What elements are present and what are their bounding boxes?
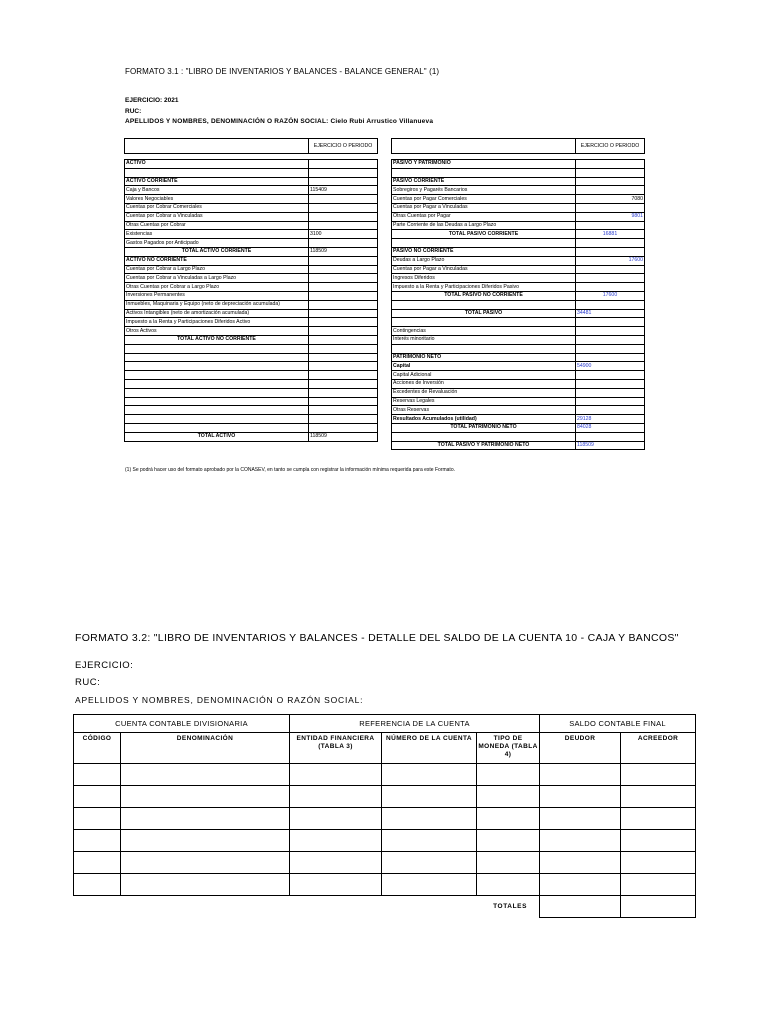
left-row: [125, 186, 378, 195]
right-row-label: TOTAL PATRIMONIO NETO: [392, 423, 576, 432]
table-row: [74, 786, 696, 808]
activo-col-header: EJERCICIO O PERIODO: [309, 139, 378, 154]
left-row: [125, 309, 378, 318]
right-row-value: [576, 344, 645, 353]
balance-pasivo-table: [391, 138, 645, 450]
left-row-label: Otros Activos: [125, 327, 309, 336]
formato32-title: FORMATO 3.2: "LIBRO DE INVENTARIOS Y BALANCES - DETALLE DEL SALDO DE LA CUENTA 10 - CAJA Y BANCOS": [75, 632, 679, 644]
table-row: [74, 830, 696, 852]
left-row-value: [309, 327, 378, 336]
right-row-label: PASIVO NO CORRIENTE: [392, 247, 576, 256]
activo-header-blank: [125, 139, 309, 154]
right-row-label: Parte Corriente de las Deudas a Largo Plazo: [392, 221, 576, 230]
right-row-label: Capital: [392, 362, 576, 371]
right-row-value: [576, 168, 645, 177]
table-cell: [540, 764, 621, 786]
left-row-value: [309, 406, 378, 415]
balance-activo-table: [124, 138, 378, 442]
left-row: [125, 362, 378, 371]
right-row-label: PASIVO Y PATRIMONIO: [392, 160, 576, 169]
left-row: [125, 274, 378, 283]
table-cell: [621, 830, 696, 852]
table-row: [74, 852, 696, 874]
left-row-value: [309, 309, 378, 318]
total-acreedor-cell: [621, 896, 696, 918]
table-cell: [382, 874, 477, 896]
right-row-label: Otras Cuentas por Pagar: [392, 212, 576, 221]
left-row-label: [125, 388, 309, 397]
left-row-value: [309, 177, 378, 186]
left-row-value: [309, 283, 378, 292]
left-row: [125, 247, 378, 256]
left-row-label: TOTAL ACTIVO CORRIENTE: [125, 247, 309, 256]
left-row-value: 3100: [309, 230, 378, 239]
left-row: [125, 371, 378, 380]
right-row: [392, 283, 645, 292]
right-row-value: 29128: [576, 415, 645, 424]
right-row: [392, 388, 645, 397]
right-row-label: [392, 432, 576, 441]
right-row-label: [392, 168, 576, 177]
right-row-value: 34481: [576, 309, 645, 318]
left-row-value: [309, 203, 378, 212]
right-row: [392, 239, 645, 248]
left-row: [125, 353, 378, 362]
col-numero-cuenta: NÚMERO DE LA CUENTA: [382, 733, 477, 764]
table-cell: [477, 852, 540, 874]
table-cell: [477, 786, 540, 808]
left-row-label: Impuesto a la Renta y Participaciones Diferidos Activo: [125, 318, 309, 327]
col-codigo: CÓDIGO: [74, 733, 121, 764]
table-cell: [382, 786, 477, 808]
left-row: [125, 344, 378, 353]
pasivo-col-header: EJERCICIO O PERIODO: [576, 139, 645, 154]
right-row-value: 7080: [576, 195, 645, 204]
header-cuenta-contable: CUENTA CONTABLE DIVISIONARIA: [74, 715, 290, 733]
table-cell: [477, 764, 540, 786]
table-cell: [382, 808, 477, 830]
right-row: [392, 256, 645, 265]
left-row: [125, 432, 378, 441]
left-row: [125, 415, 378, 424]
table-cell: [540, 808, 621, 830]
left-row-value: [309, 212, 378, 221]
table-cell: [477, 830, 540, 852]
left-row-value: [309, 221, 378, 230]
left-row: [125, 283, 378, 292]
right-row-value: [576, 406, 645, 415]
right-row-label: Excedentes de Revaluación: [392, 388, 576, 397]
right-row-value: [576, 432, 645, 441]
left-row: [125, 239, 378, 248]
right-row-value: [576, 186, 645, 195]
right-row-label: Capital Adicional: [392, 371, 576, 380]
left-row-value: [309, 415, 378, 424]
right-row: [392, 247, 645, 256]
right-row-label: Deudas a Largo Plazo: [392, 256, 576, 265]
table-cell: [121, 786, 290, 808]
left-row: [125, 168, 378, 177]
table-cell: [290, 874, 382, 896]
right-row: [392, 335, 645, 344]
table-cell: [621, 786, 696, 808]
left-row: [125, 160, 378, 169]
left-row-value: [309, 168, 378, 177]
left-row-label: Existencias: [125, 230, 309, 239]
right-row-label: Impuesto a la Renta y Participaciones Diferidos Pasivo: [392, 283, 576, 292]
table-cell: [382, 830, 477, 852]
right-row-value: 54900: [576, 362, 645, 371]
right-row-value: [576, 318, 645, 327]
left-row: [125, 256, 378, 265]
left-row-value: [309, 423, 378, 432]
table-cell: [74, 830, 121, 852]
right-row: [392, 371, 645, 380]
formato32-razon-social: APELLIDOS Y NOMBRES, DENOMINACIÓN O RAZÓN SOCIAL:: [75, 695, 364, 705]
right-row-value: [576, 371, 645, 380]
right-row: [392, 423, 645, 432]
table-cell: [74, 808, 121, 830]
left-row-label: Otras Cuentas por Cobrar a Largo Plazo: [125, 283, 309, 292]
left-row-label: ACTIVO CORRIENTE: [125, 177, 309, 186]
col-denominacion: DENOMINACIÓN: [121, 733, 290, 764]
left-row-label: Otras Cuentas por Cobrar: [125, 221, 309, 230]
right-row-value: [576, 283, 645, 292]
table-cell: [477, 874, 540, 896]
left-row-label: [125, 406, 309, 415]
table-cell: [382, 852, 477, 874]
right-row-value: [576, 300, 645, 309]
left-row: [125, 177, 378, 186]
left-row-label: Cuentas por Cobrar a Vinculadas: [125, 212, 309, 221]
table-cell: [621, 764, 696, 786]
right-row-label: TOTAL PASIVO: [392, 309, 576, 318]
right-row-label: Ingresos Diferidos: [392, 274, 576, 283]
left-row: [125, 318, 378, 327]
left-row: [125, 195, 378, 204]
left-row: [125, 291, 378, 300]
formato32-ejercicio: EJERCICIO:: [75, 660, 134, 671]
left-row-value: [309, 274, 378, 283]
left-row: [125, 221, 378, 230]
left-row-value: [309, 335, 378, 344]
right-row: [392, 327, 645, 336]
right-row-value: [576, 265, 645, 274]
left-row-label: ACTIVO NO CORRIENTE: [125, 256, 309, 265]
left-row-value: [309, 300, 378, 309]
table-row: [74, 874, 696, 896]
right-row: [392, 362, 645, 371]
right-row-label: [392, 318, 576, 327]
pasivo-header-blank: [392, 139, 576, 154]
right-row-value: 17600: [576, 256, 645, 265]
table-cell: [290, 808, 382, 830]
left-row-label: Cuentas por Cobrar a Largo Plazo: [125, 265, 309, 274]
right-row: [392, 441, 645, 450]
left-row-label: [125, 397, 309, 406]
table-cell: [382, 764, 477, 786]
formato31-ejercicio: EJERCICIO: 2021: [125, 97, 179, 104]
left-row: [125, 327, 378, 336]
right-row-label: Otras Reservas: [392, 406, 576, 415]
table-cell: [74, 786, 121, 808]
left-row-value: [309, 256, 378, 265]
table-cell: [121, 764, 290, 786]
formato31-ruc: RUC:: [125, 108, 142, 115]
left-row-label: [125, 379, 309, 388]
left-row: [125, 379, 378, 388]
left-row-value: [309, 397, 378, 406]
right-row-label: Cuentas por Pagar a Vinculadas: [392, 203, 576, 212]
right-row-label: Cuentas por Pagar a Vinculadas: [392, 265, 576, 274]
table-cell: [74, 852, 121, 874]
left-row-label: Activos Intangibles (neto de amortización acumulada): [125, 309, 309, 318]
right-row-value: [576, 247, 645, 256]
right-row: [392, 406, 645, 415]
right-row-value: [576, 177, 645, 186]
right-row-value: 16881: [576, 230, 645, 239]
right-row-value: [576, 203, 645, 212]
right-row-label: Reservas Legales: [392, 397, 576, 406]
right-row-label: PASIVO CORRIENTE: [392, 177, 576, 186]
left-row-label: [125, 415, 309, 424]
left-row-value: [309, 291, 378, 300]
left-row: [125, 406, 378, 415]
left-row-value: [309, 371, 378, 380]
left-row-value: 115409: [309, 186, 378, 195]
formato31-footnote: (1) Se podrá hacer uso del formato aprobado por la CONASEV, en tanto se cumpla con registrar la información mínima requerida para este Formato.: [125, 467, 455, 473]
right-row-value: [576, 221, 645, 230]
table-cell: [121, 830, 290, 852]
table-cell: [540, 874, 621, 896]
left-row-label: ACTIVO: [125, 160, 309, 169]
right-row-value: [576, 160, 645, 169]
right-row: [392, 230, 645, 239]
table-cell: [540, 830, 621, 852]
table-cell: [290, 830, 382, 852]
right-row-value: 9801: [576, 212, 645, 221]
table-row: [74, 764, 696, 786]
left-row: [125, 423, 378, 432]
left-row-label: Caja y Bancos: [125, 186, 309, 195]
right-row: [392, 177, 645, 186]
table-cell: [621, 808, 696, 830]
right-row: [392, 318, 645, 327]
right-row: [392, 397, 645, 406]
right-row-value: [576, 397, 645, 406]
right-row-label: TOTAL PASIVO NO CORRIENTE: [392, 291, 576, 300]
left-row-value: [309, 195, 378, 204]
totales-row: [74, 896, 696, 918]
col-tipo-moneda: TIPO DE MONEDA (TABLA 4): [477, 733, 540, 764]
left-row-label: [125, 371, 309, 380]
right-row: [392, 168, 645, 177]
right-row-value: 118509: [576, 441, 645, 450]
right-row-value: [576, 379, 645, 388]
right-row-value: [576, 239, 645, 248]
left-row-value: [309, 388, 378, 397]
totales-label: TOTALES: [493, 903, 528, 911]
right-row: [392, 344, 645, 353]
formato32-ruc: RUC:: [75, 677, 101, 688]
left-row-label: [125, 362, 309, 371]
right-row-value: 17600: [576, 291, 645, 300]
right-row-value: [576, 353, 645, 362]
left-row: [125, 388, 378, 397]
table-cell: [621, 874, 696, 896]
right-row-label: Acciones de Inversión: [392, 379, 576, 388]
table-cell: [290, 852, 382, 874]
right-row-label: TOTAL PASIVO CORRIENTE: [392, 230, 576, 239]
detalle-caja-bancos-table: [73, 714, 696, 918]
right-row: [392, 186, 645, 195]
left-row-label: Cuentas por Cobrar a Vinculadas a Largo Plazo: [125, 274, 309, 283]
right-row-value: [576, 388, 645, 397]
left-row: [125, 203, 378, 212]
total-deudor-cell: [540, 896, 621, 918]
left-row-value: [309, 344, 378, 353]
right-row: [392, 415, 645, 424]
col-acreedor: ACREEDOR: [621, 733, 696, 764]
right-row-label: [392, 344, 576, 353]
left-row-label: TOTAL ACTIVO NO CORRIENTE: [125, 335, 309, 344]
table-cell: [290, 764, 382, 786]
right-row-value: [576, 274, 645, 283]
table-row: [74, 808, 696, 830]
table-cell: [540, 786, 621, 808]
right-row: [392, 300, 645, 309]
left-row-value: 118509: [309, 247, 378, 256]
right-row: [392, 195, 645, 204]
right-row-label: Resultados Acumulados (utilidad): [392, 415, 576, 424]
left-row-label: Inversiones Permanentes: [125, 291, 309, 300]
left-row-value: 118509: [309, 432, 378, 441]
formato31-title: FORMATO 3.1 : "LIBRO DE INVENTARIOS Y BALANCES - BALANCE GENERAL" (1): [125, 67, 440, 76]
left-row-label: [125, 353, 309, 362]
right-row-label: Contingencias: [392, 327, 576, 336]
table-cell: [621, 852, 696, 874]
table-cell: [74, 764, 121, 786]
right-row-label: Cuentas por Pagar Comerciales: [392, 195, 576, 204]
left-row-value: [309, 353, 378, 362]
left-row: [125, 300, 378, 309]
table-cell: [290, 786, 382, 808]
left-row: [125, 230, 378, 239]
left-row-value: [309, 362, 378, 371]
right-row: [392, 432, 645, 441]
right-row: [392, 274, 645, 283]
formato31-razon-social: APELLIDOS Y NOMBRES, DENOMINACIÓN O RAZÓN SOCIAL: Cielo Rubi Arrustico Villanueva: [125, 118, 434, 125]
table-cell: [477, 808, 540, 830]
left-row-value: [309, 379, 378, 388]
left-row-value: [309, 160, 378, 169]
right-row: [392, 265, 645, 274]
left-row: [125, 397, 378, 406]
left-row-label: Gastos Pagados por Anticipado: [125, 239, 309, 248]
right-row: [392, 203, 645, 212]
left-row-value: [309, 265, 378, 274]
right-row-label: Sobregiros y Pagarés Bancarios: [392, 186, 576, 195]
left-row-label: [125, 168, 309, 177]
header-saldo-contable: SALDO CONTABLE FINAL: [540, 715, 696, 733]
right-row-value: 84028: [576, 423, 645, 432]
left-row-label: Inmuebles, Maquinaria y Equipo (neto de depreciación acumulada): [125, 300, 309, 309]
table-cell: [121, 808, 290, 830]
right-row: [392, 160, 645, 169]
left-row-label: [125, 423, 309, 432]
right-row: [392, 291, 645, 300]
left-row-value: [309, 318, 378, 327]
table-cell: [121, 852, 290, 874]
table-cell: [121, 874, 290, 896]
right-row-label: [392, 300, 576, 309]
header-referencia-cuenta: REFERENCIA DE LA CUENTA: [290, 715, 540, 733]
right-row-label: Interés minoritario: [392, 335, 576, 344]
left-row-label: [125, 344, 309, 353]
left-row: [125, 335, 378, 344]
table-cell: [540, 852, 621, 874]
right-row: [392, 353, 645, 362]
right-row: [392, 221, 645, 230]
right-row-value: [576, 327, 645, 336]
right-row-label: TOTAL PASIVO Y PATRIMONIO NETO: [392, 441, 576, 450]
left-row: [125, 212, 378, 221]
right-row: [392, 309, 645, 318]
right-row-label: [392, 239, 576, 248]
right-row-value: [576, 335, 645, 344]
left-row-label: Valores Negociables: [125, 195, 309, 204]
right-row: [392, 379, 645, 388]
left-row: [125, 265, 378, 274]
right-row-label: PATRIMONIO NETO: [392, 353, 576, 362]
table-cell: [74, 874, 121, 896]
left-row-label: Cuentas por Cobrar Comerciales: [125, 203, 309, 212]
col-entidad-financiera: ENTIDAD FINANCIERA (TABLA 3): [290, 733, 382, 764]
left-row-value: [309, 239, 378, 248]
left-row-label: TOTAL ACTIVO: [125, 432, 309, 441]
right-row: [392, 212, 645, 221]
col-deudor: DEUDOR: [540, 733, 621, 764]
